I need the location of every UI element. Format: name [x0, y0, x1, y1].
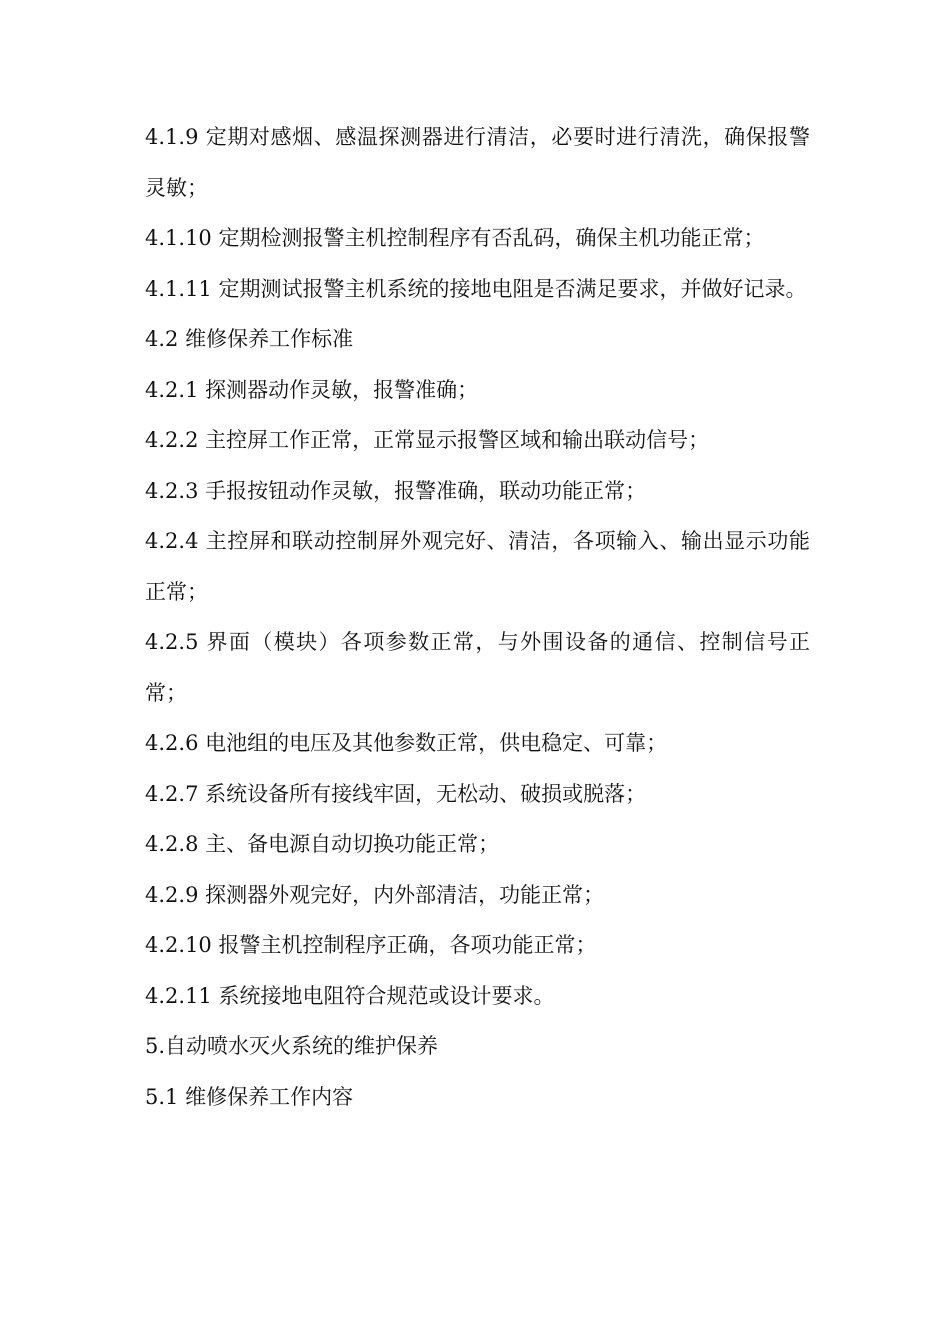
- paragraph-4-2-2: 4.2.2 主控屏工作正常，正常显示报警区域和输出联动信号；: [145, 428, 710, 452]
- paragraph-4-2-5: 4.2.5 界面（模块）各项参数正常，与外围设备的通信、控制信号正常；: [145, 630, 810, 705]
- paragraph-4-2-9: 4.2.9 探测器外观完好，内外部清洁，功能正常；: [145, 882, 605, 907]
- paragraph-4-2-11: 4.2.11 系统接地电阻符合规范或设计要求。: [145, 983, 555, 1008]
- heading-5-1: 5.1 维修保养工作内容: [145, 1084, 354, 1109]
- paragraph-4-2-7: 4.2.7 系统设备所有接线牢固，无松动、破损或脱落；: [145, 781, 647, 806]
- paragraph-4-2-8: 4.2.8 主、备电源自动切换功能正常；: [145, 832, 500, 856]
- paragraph-4-2-1: 4.2.1 探测器动作灵敏，报警准确；: [145, 377, 479, 402]
- paragraph-4-2-4: 4.2.4 主控屏和联动控制屏外观完好、清洁，各项输入、输出显示功能正常；: [145, 529, 810, 604]
- paragraph-4-1-10: 4.1.10 定期检测报警主机控制程序有否乱码，确保主机功能正常；: [145, 226, 765, 250]
- paragraph-4-2-6: 4.2.6 电池组的电压及其他参数正常，供电稳定、可靠；: [145, 731, 668, 755]
- paragraph-4-2-3: 4.2.3 手报按钮动作灵敏，报警准确，联动功能正常；: [145, 478, 647, 503]
- paragraph-4-2-10: 4.2.10 报警主机控制程序正确，各项功能正常；: [145, 933, 597, 957]
- document-body: [145, 112, 810, 1122]
- heading-4-2: 4.2 维修保养工作标准: [145, 327, 354, 351]
- paragraph-4-1-9: 4.1.9 定期对感烟、感温探测器进行清洁，必要时进行清洗，确保报警灵敏；: [145, 125, 810, 200]
- heading-5: 5.自动喷水灭火系统的维护保养: [145, 1034, 439, 1058]
- paragraph-4-1-11: 4.1.11 定期测试报警主机系统的接地电阻是否满足要求，并做好记录。: [145, 276, 807, 301]
